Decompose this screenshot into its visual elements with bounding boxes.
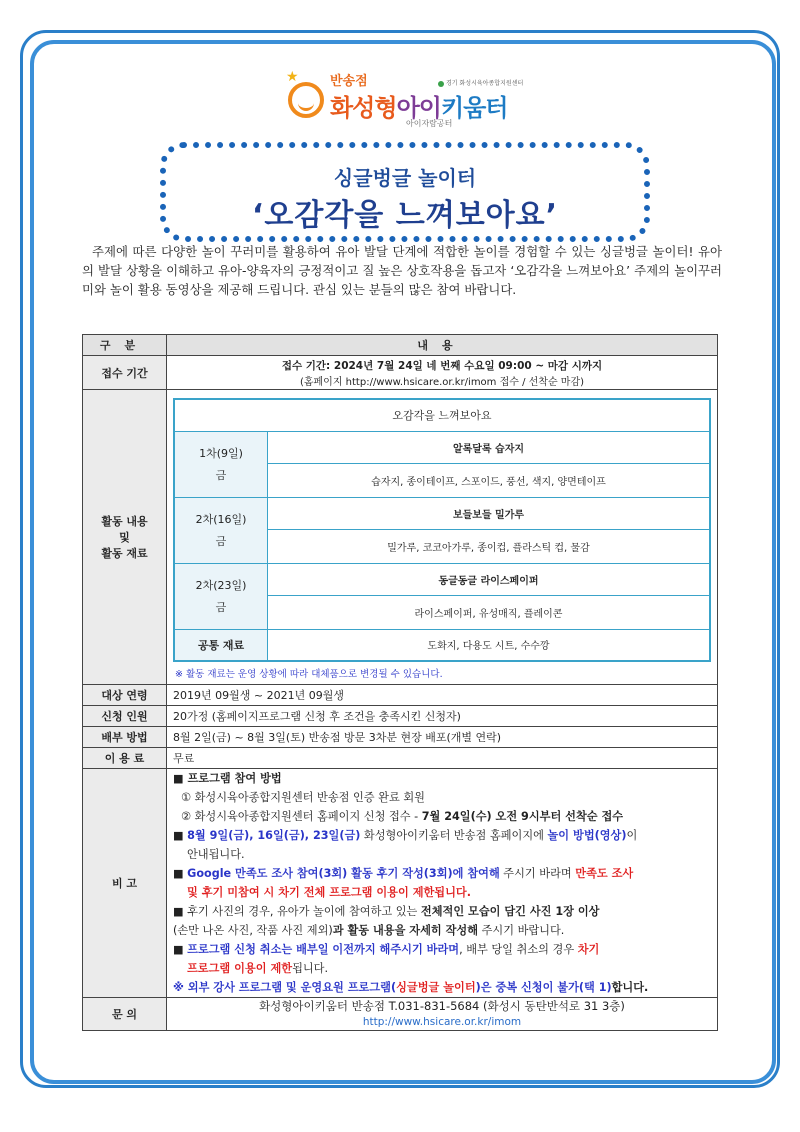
session-1-label: 1차(9일) 금 xyxy=(174,431,268,497)
activity-table xyxy=(173,398,711,662)
session-2-name: 보들보들 밀가루 xyxy=(268,497,711,529)
table-row xyxy=(83,748,718,769)
logo-branch: 반송점 xyxy=(330,74,368,89)
center-logo xyxy=(286,70,546,132)
logo-title: 화성형아이키움터 xyxy=(330,94,508,122)
contact-label: 문 의 xyxy=(83,998,167,1031)
program-theme: ‘오감각을 느껴보아요’ xyxy=(251,198,559,233)
star-icon: ★ xyxy=(286,69,299,85)
remarks-content: ■ 프로그램 참여 방법 ① 화성시육아종합지원센터 반송점 인증 완료 회원 ② 화성시육아종합지원센터 홈페이지 신청 접수 - 7월 24일(수) 오전 9시부터 선착순 접수 ■ 8월 9일(금), 16일(금), 23일(금) 화성형아이키움터 반송점 홈페이지에 놀이 방법(영상)이 안내됩니다. ■ Google 만족도 조사 참여(3회) 활동 후기 작성(3회)에 참여해 주시기 바라며 만족도 조사 및 후기 미참여 시 차기 전체 프로그램 이용이 제한됩니다. ■ 후기 사진의 경우, 유아가 놀이에 참여하고 있는 전체적인 모습이 담긴 사진 1장 이상 (손만 나온 사진, 작품 사진 제외)과 활동 내용을 자세히 작성해 주시기 바랍니다. ■ 프로그램 신청 취소는 배부일 이전까지 해주시기 바라며, 배부 당일 취소의 경우 차기 프로그램 이용이 제한됩니다. ※ 외부 강사 프로그램 및 운영요원 프로그램(싱글벙글 놀이터)은 중복 신청이 불가(택 1)합니다. xyxy=(167,769,718,998)
title-box xyxy=(160,142,650,242)
header-content: 내용 xyxy=(167,335,718,356)
table-row xyxy=(83,769,718,998)
age-label: 대상 연령 xyxy=(83,685,167,706)
contact-link[interactable]: http://www.hsicare.or.kr/imom xyxy=(362,1016,522,1028)
header-category: 구분 xyxy=(83,335,167,356)
program-table xyxy=(82,334,718,1031)
remarks-label: 비 고 xyxy=(83,769,167,998)
people-value: 20가정 (홈페이지프로그램 신청 후 조건을 충족시킨 신청자) xyxy=(167,706,718,727)
contact-value: 화성형아이키움터 반송점 T.031-831-5684 (화성시 동탄반석로 31 3층) http://www.hsicare.or.kr/imom xyxy=(167,998,718,1031)
session-1-materials: 습자지, 종이테이프, 스포이드, 풍선, 색지, 양면테이프 xyxy=(268,463,711,497)
distribution-value: 8월 2일(금) ~ 8월 3일(토) 반송점 방문 3차분 현장 배포(개별 연락) xyxy=(167,727,718,748)
session-3-materials: 라이스페이퍼, 유성매직, 플레이콘 xyxy=(268,595,711,629)
common-materials: 도화지, 다용도 시트, 수수깡 xyxy=(268,629,711,661)
table-row xyxy=(83,998,718,1031)
activity-label: 활동 내용 및 활동 재료 xyxy=(83,390,167,685)
program-title: 싱글벙글 놀이터 xyxy=(333,166,477,190)
fee-value: 무료 xyxy=(167,748,718,769)
table-row xyxy=(83,390,718,685)
table-row xyxy=(83,727,718,748)
center-name: 경기 화성시육아종합지원센터 xyxy=(438,78,523,87)
activity-note: ※ 활동 재료는 운영 상황에 따라 대체품으로 변경될 수 있습니다. xyxy=(175,669,443,680)
logo-tagline: 아이자람공터 xyxy=(406,119,453,128)
table-row xyxy=(83,706,718,727)
intro-paragraph: 주제에 따른 다양한 놀이 꾸러미를 활용하여 유아 발달 단계에 적합한 놀이를 경험할 수 있는 싱글벙글 놀이터! 유아의 발달 상황을 이해하고 유아-양육자의 긍정적이고 질 높은 상호작용을 돕고자 ‘오감각을 느껴보아요’ 주제의 놀이꾸러미와 놀이 활용 동영상을 제공해 드립니다. 관심 있는 분들의 많은 참여 바랍니다. xyxy=(82,244,722,297)
distribution-label: 배부 방법 xyxy=(83,727,167,748)
table-row xyxy=(83,356,718,390)
reception-value: 접수 기간: 2024년 7월 24일 네 번째 수요일 09:00 ~ 마감 시까지 (홈페이지 http://www.hsicare.or.kr/imom 접수 / 선착순 마감) xyxy=(167,356,718,390)
activity-title: 오감각을 느껴보아요 xyxy=(174,399,710,431)
activity-cell xyxy=(167,390,718,685)
fee-label: 이 용 료 xyxy=(83,748,167,769)
session-3-name: 동글동글 라이스페이퍼 xyxy=(268,563,711,595)
session-3-label: 2차(23일) 금 xyxy=(174,563,268,629)
people-label: 신청 인원 xyxy=(83,706,167,727)
common-label: 공통 재료 xyxy=(174,629,268,661)
table-row xyxy=(83,685,718,706)
session-2-label: 2차(16일) 금 xyxy=(174,497,268,563)
session-1-name: 알록달록 습자지 xyxy=(268,431,711,463)
reception-label: 접수 기간 xyxy=(83,356,167,390)
smile-icon xyxy=(288,82,324,118)
table-header xyxy=(83,335,718,356)
session-2-materials: 밀가루, 코코아가루, 종이컵, 플라스틱 컵, 물감 xyxy=(268,529,711,563)
age-value: 2019년 09월생 ~ 2021년 09월생 xyxy=(167,685,718,706)
